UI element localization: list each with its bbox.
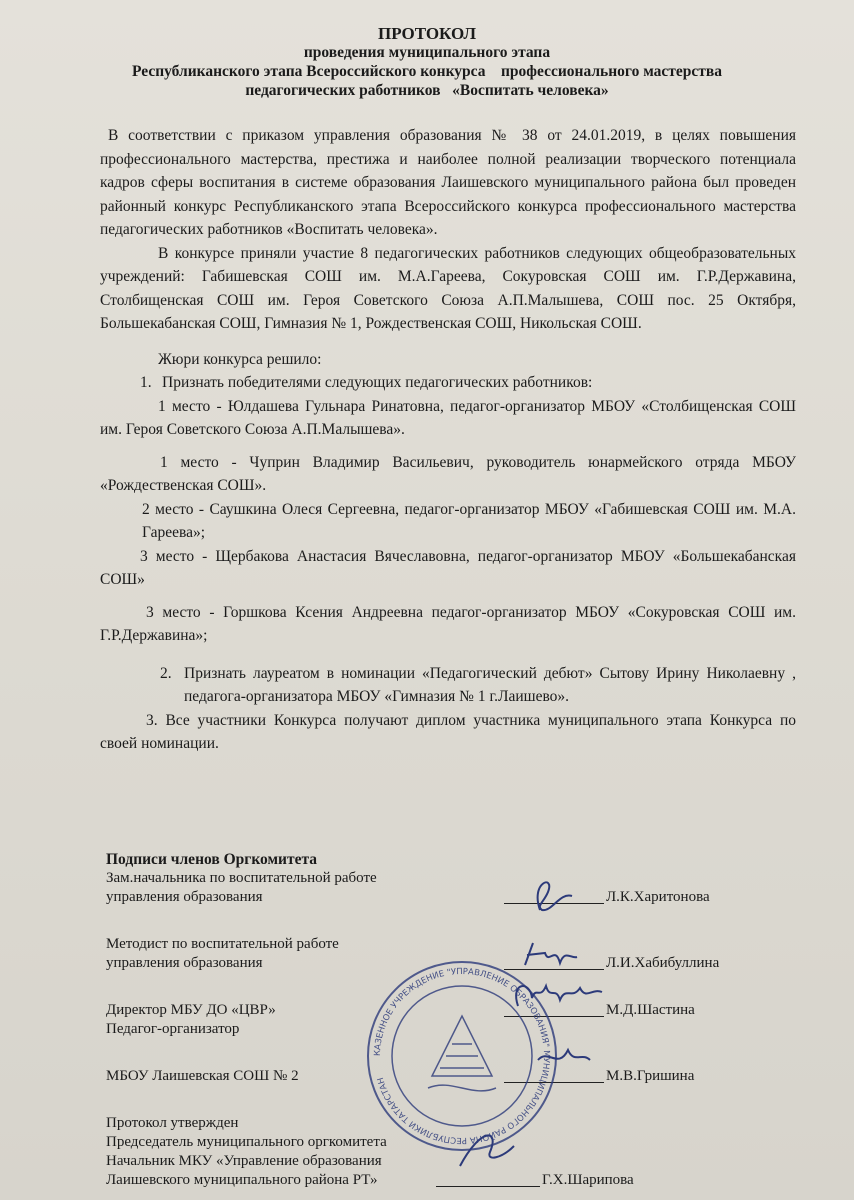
winner-place-3a: 3 место - Щербакова Анастасия Вячеславовна, педагог-организатор МБОУ «Большекабанская СОШ» [100,547,796,588]
approval-line-1: Протокол утвержден [106,1115,239,1131]
header-line-3: педагогических работников «Воспитать человека» [245,82,609,99]
seal-text: КАЗЕННОЕ УЧРЕЖДЕНИЕ "УПРАВЛЕНИЕ ОБРАЗОВАНИЯ" МУНИЦИПАЛЬНОГО РАЙОНА РЕСПУБЛИКИ ТАТАРСТАН [372,966,552,1146]
signer-2-dept: управления образования [106,955,263,971]
decision-item-2 [100,662,796,709]
signer-1-name: Л.К.Харитонова [606,889,710,905]
decision-item-2-number: 2. [160,664,172,682]
signer-3-role: Директор МБУ ДО «ЦВР» [106,1002,276,1018]
document-body [100,124,796,756]
seal-emblem [428,1016,496,1091]
intro-paragraph: В соответствии с приказом управления образования № 38 от 24.01.2019, в целях повышения профессионального мастерства, престижа и наиболее полной реализации творческого потенциала кадров сферы воспитания в системе образования Лаишевского муниципального района был проведен районный конкурс Республиканского этапа Всероссийского конкурса профессионального мастерства педагогических работников «Воспитать человека». [100,127,796,238]
header-line-1: проведения муниципального этапа [303,44,551,61]
signature-row-1 [106,869,786,907]
approver-name: Г.Х.Шарипова [542,1172,634,1188]
decision-item-1 [100,371,796,395]
signer-3-name: М.Д.Шастина [606,1002,695,1018]
official-seal [362,956,562,1156]
document-header [0,24,854,100]
signer-4-school: МБОУ Лаишевская СОШ № 2 [106,1068,299,1084]
signatures-heading: Подписи членов Оргкомитета [106,851,318,868]
signer-2-name: Л.И.Хабибуллина [606,955,720,971]
approval-line-4: Лаишевского муниципального района РТ» [106,1172,378,1188]
signature-line-5 [436,1186,540,1187]
winner-place-1a: 1 место - Юлдашева Гульнара Ринатовна, педагог-организатор МБОУ «Столбищенская СОШ им. Героя Советского Союза А.П.Малышева». [100,397,796,438]
jury-decision: Жюри конкурса решило: [158,350,322,368]
decision-item-2-text: Признать лауреатом в номинации «Педагогический дебют» Сытову Ирину Николаевну , педагога-организатора МБОУ «Гимназия № 1 г.Лаишево». [184,664,796,705]
signer-1-role: Зам.начальника по воспитательной работе [106,870,377,886]
signature-mark-1 [500,872,590,922]
signer-1-dept: управления образования [106,889,263,905]
winner-place-2: 2 место - Саушкина Олеся Сергеевна, педагог-организатор МБОУ «Габишевская СОШ им. М.А. Гареева»; [142,500,796,541]
signer-2-role: Методист по воспитательной работе [106,936,339,952]
signer-4-position: Педагог-организатор [106,1021,240,1037]
header-line-2: Республиканского этапа Всероссийского конкурса профессионального мастерства [131,63,723,80]
decision-item-1-text: Признать победителями следующих педагогических работников: [162,374,593,391]
document-title: ПРОТОКОЛ [377,24,476,43]
approval-line-3: Начальник МКУ «Управление образования [106,1153,382,1169]
signer-4-name: М.В.Гришина [606,1068,695,1084]
winner-place-1b: 1 место - Чуприн Владимир Васильевич, руководитель юнармейского отряда МБОУ «Рождественская СОШ». [100,453,796,494]
decision-item-3: 3. Все участники Конкурса получают диплом участника муниципального этапа Конкурса по своей номинации. [100,711,796,752]
approval-line-2: Председатель муниципального оргкомитета [106,1134,387,1150]
decision-item-1-number: 1. [140,374,152,391]
participants-paragraph: В конкурсе приняли участие 8 педагогических работников следующих общеобразовательных учреждений: Габишевская СОШ им. М.А.Гареева, Сокуровская СОШ им. Г.Р.Державина, Столбищенская СОШ им. Героя Советского Союза А.П.Малышева, СОШ пос. 25 Октября, Большекабанская СОШ, Гимназия № 1, Рождественская СОШ, Никольская СОШ. [100,244,796,332]
winner-place-3b: 3 место - Горшкова Ксения Андреевна педагог-организатор МБОУ «Сокуровская СОШ им. Г.Р.Державина»; [100,603,796,644]
